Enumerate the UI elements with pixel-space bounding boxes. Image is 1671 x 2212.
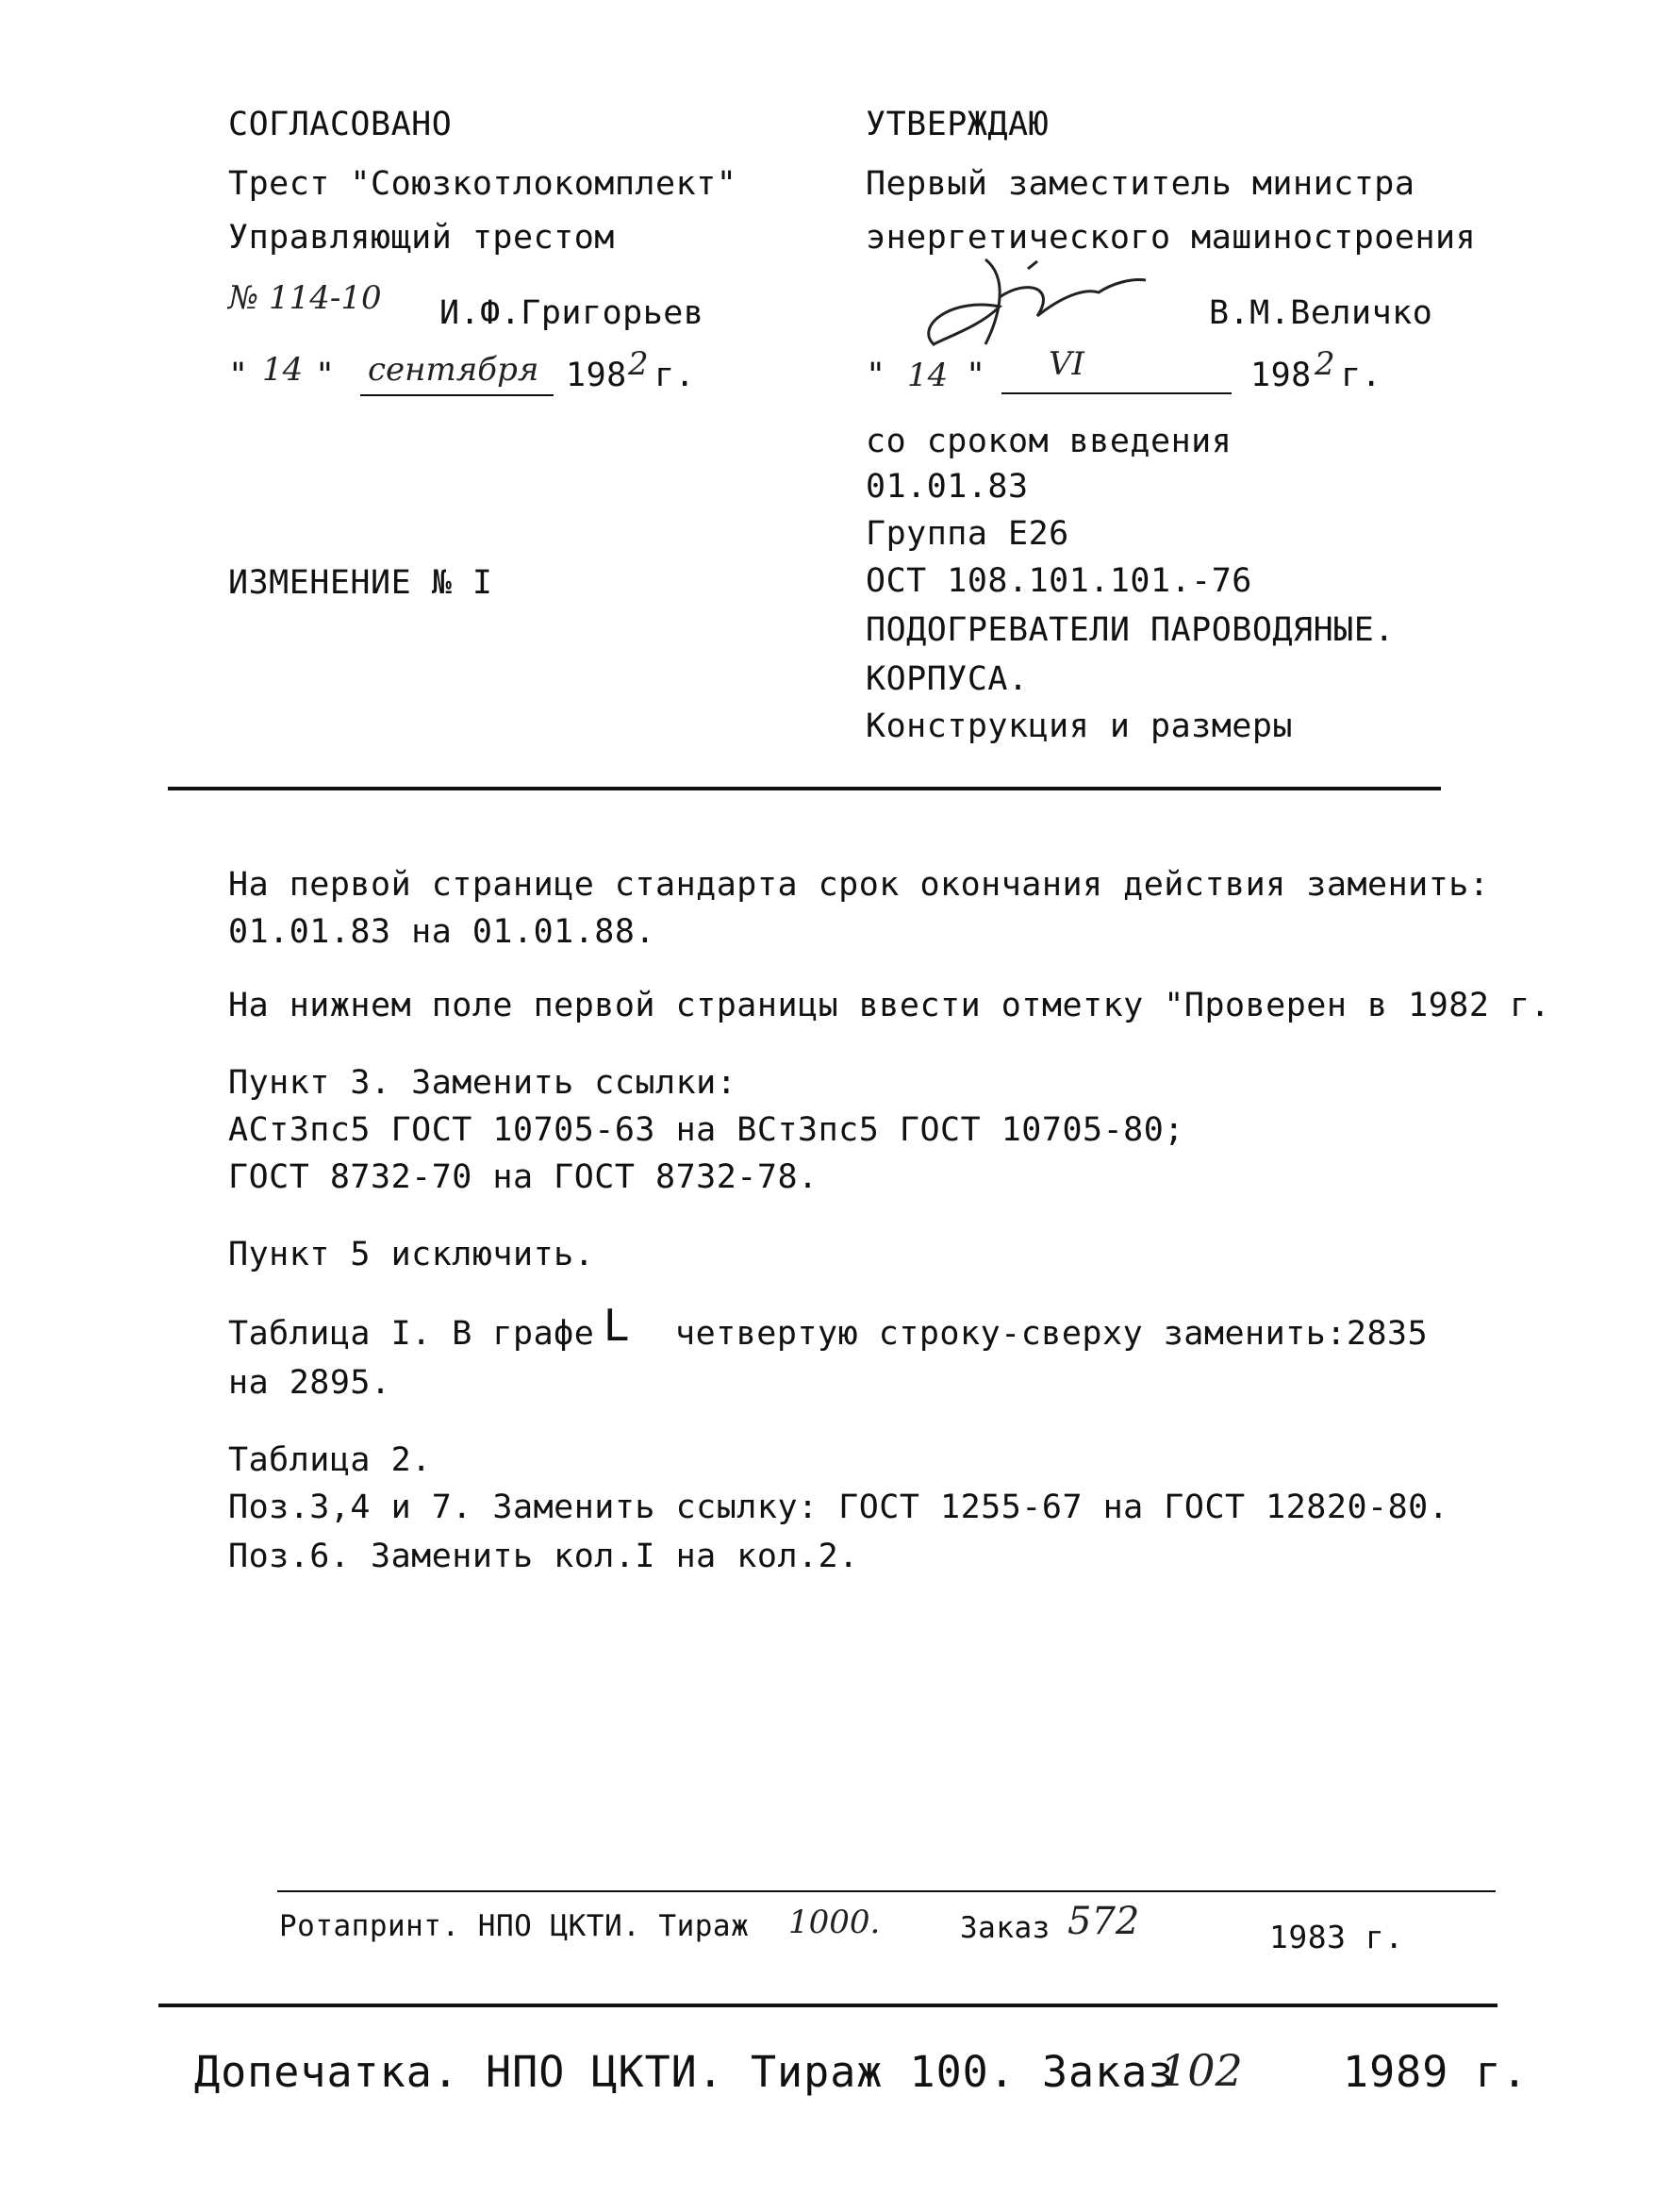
change-item-6-line1: Таблица 2. [228, 1441, 432, 1479]
reprint-info: Допечатка. НПО ЦКТИ. Тираж 100. Заказ [194, 2047, 1175, 2097]
introduction-date: 01.01.83 [866, 468, 1029, 506]
approval-date-year-prefix: 198 [1250, 357, 1312, 394]
agreement-date-year-digit: 2 [628, 345, 649, 383]
footer-print-tirazh: 1000. [788, 1904, 881, 1941]
agreement-number: № 114-10 [228, 279, 382, 317]
standard-number: ОСТ 108.101.101.-76 [866, 562, 1252, 600]
change-item-5-line1-a: Таблица I. В графе [228, 1315, 595, 1353]
change-item-3-line3: ГОСТ 8732-70 на ГОСТ 8732-78. [228, 1158, 819, 1196]
footer-print-top-line [277, 1890, 1496, 1892]
approval-date-month-underline [1001, 392, 1232, 394]
agreement-date-close-quote: " [315, 357, 336, 394]
change-item-3-line2: АСт3пс5 ГОСТ 10705-63 на ВСт3пс5 ГОСТ 10705-80; [228, 1111, 1184, 1149]
agreeing-signatory-name: И.Ф.Григорьев [439, 294, 704, 332]
column-symbol-L: L [604, 1300, 628, 1351]
footer-print-info: Ротапринт. НПО ЦКТИ. Тираж [279, 1909, 750, 1943]
approval-date-month: VI [1049, 345, 1084, 383]
introduction-label: со сроком введения [866, 423, 1233, 460]
change-item-6-line3: Поз.6. Заменить кол.I на кол.2. [228, 1538, 859, 1575]
agreement-date-day: 14 [262, 351, 304, 389]
change-item-1-line2: 01.01.83 на 01.01.88. [228, 913, 656, 951]
agreement-date-year-suffix: г. [654, 357, 696, 394]
approval-title-agreed: СОГЛАСОВАНО [228, 106, 453, 143]
agreement-date-open-quote: " [228, 357, 249, 394]
approver-position-line1: Первый заместитель министра [866, 165, 1415, 203]
change-item-4: Пункт 5 исключить. [228, 1236, 595, 1273]
approver-position-line2: энергетического машиностроения [866, 219, 1477, 257]
standard-subject-line1: ПОДОГРЕВАТЕЛИ ПАРОВОДЯНЫЕ. [866, 611, 1395, 649]
footer-print-year: 1983 г. [1269, 1919, 1404, 1955]
change-number-label: ИЗМЕНЕНИЕ № I [228, 564, 493, 602]
agreeing-position: Управляющий трестом [228, 219, 615, 257]
approval-title-approved: УТВЕРЖДАЮ [866, 106, 1050, 143]
change-item-3-line1: Пункт 3. Заменить ссылки: [228, 1064, 737, 1102]
change-item-6-line2: Поз.3,4 и 7. Заменить ссылку: ГОСТ 1255-67 на ГОСТ 12820-80. [228, 1489, 1449, 1526]
approver-signature [896, 241, 1150, 373]
header-divider [168, 787, 1441, 790]
change-item-2: На нижнем поле первой страницы ввести отметку "Проверен в 1982 г. [228, 987, 1551, 1024]
agreement-date-month-underline [360, 394, 554, 396]
change-item-5-line2: на 2895. [228, 1364, 391, 1402]
footer-print-order-label: Заказ [960, 1911, 1051, 1945]
change-item-1-line1: На первой странице стандарта срок окончания действия заменить: [228, 866, 1490, 904]
reprint-order-number: 102 [1160, 2045, 1243, 2096]
approval-date-close-quote: " [966, 357, 986, 394]
footer-divider [158, 2004, 1497, 2007]
approval-date-year-suffix: г. [1341, 357, 1382, 394]
agreement-date-month: сентября [368, 351, 539, 389]
standard-subject-line3: Конструкция и размеры [866, 707, 1294, 745]
approval-date-year-digit: 2 [1315, 345, 1335, 383]
approval-date-open-quote: " [866, 357, 886, 394]
approval-date-day: 14 [907, 357, 949, 394]
classification-group: Группа Е26 [866, 515, 1069, 553]
change-item-5-line1-b: четвертую строку-сверху заменить:2835 [675, 1315, 1429, 1353]
agreement-date-year-prefix: 198 [566, 357, 627, 394]
approver-name: В.М.Величко [1209, 294, 1433, 332]
standard-subject-line2: КОРПУСА. [866, 660, 1029, 698]
agreeing-organization: Трест "Союзкотлокомплект" [228, 165, 737, 203]
reprint-year: 1989 г. [1343, 2047, 1529, 2097]
footer-print-order-number: 572 [1067, 1900, 1140, 1943]
